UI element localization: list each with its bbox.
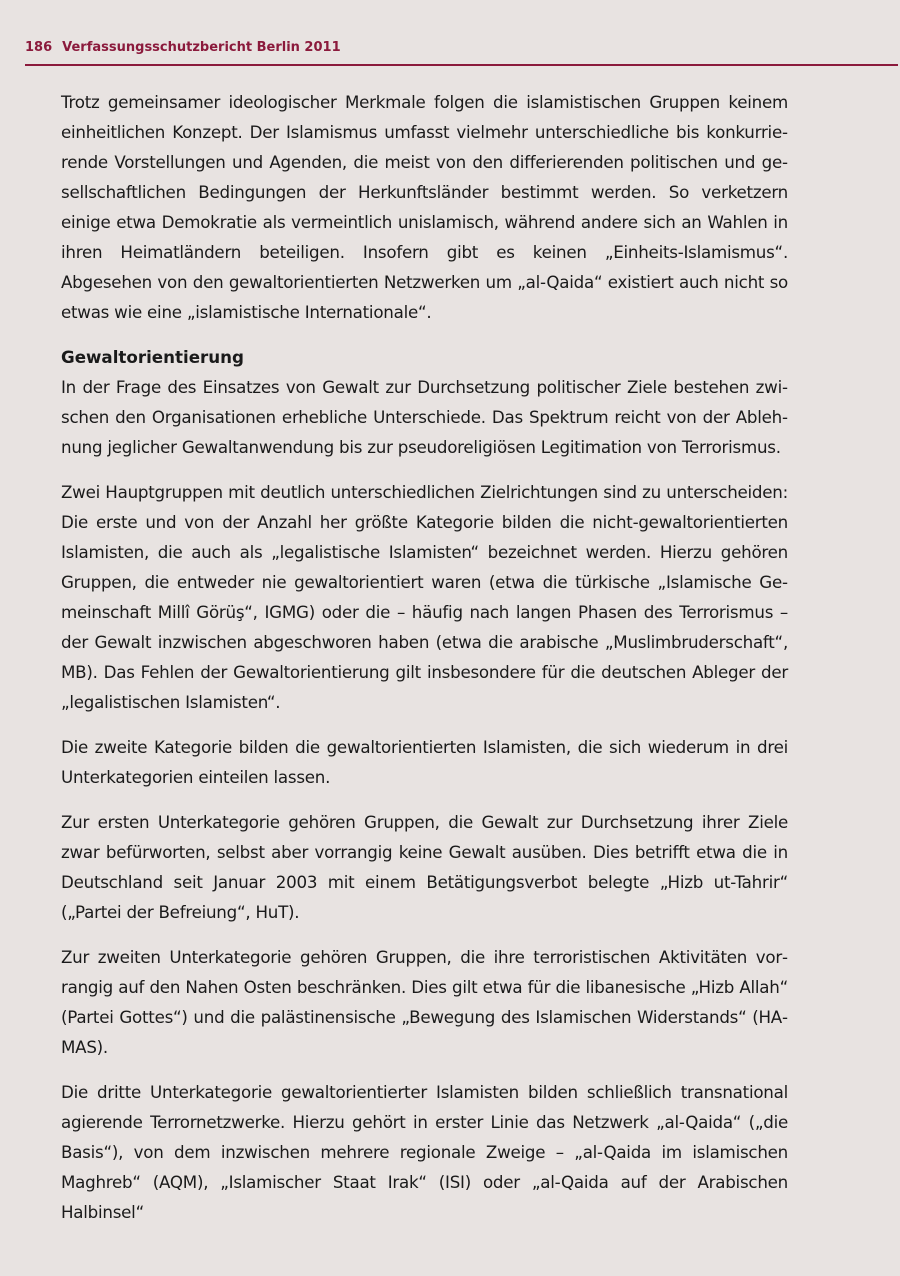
page-number: 186 — [25, 40, 53, 55]
publication-title: Verfassungsschutzbericht Berlin 2011 — [62, 40, 341, 55]
paragraph-main-groups: Zwei Hauptgruppen mit deutlich unterschiedlichen Zielrichtungen sind zu unterscheiden: Die erste und von der Anzahl her größte Kategorie bilden die nicht-gewaltorientierten Islamisten, die auch als „legalistische Islamisten“ bezeichnet werden. Hierzu gehören Gruppen, die entweder nie gewaltorientiert waren (etwa die türkische „Islamische Gemeinschaft Millî Görüş“, IGMG) oder die – häufig nach langen Phasen des Terrorismus – der Gewalt inzwischen abgeschworen haben (etwa die arabische „Muslimbruderschaft“, MB). Das Fehlen der Gewaltorientierung gilt insbesondere für die deutschen Ableger der „legalistischen Islamisten“. — [61, 482, 788, 712]
section-heading: Gewaltorientierung — [61, 347, 244, 367]
paragraph-second-subcategory: Zur zweiten Unterkategorie gehören Gruppen, die ihre terroristischen Aktivitäten vorrangig auf den Nahen Osten beschränken. Dies gilt etwa für die libanesische „Hizb Allah“ (Partei Gottes“) und die palästinensische „Bewegung des Islamischen Widerstands“ (HAMAS). — [61, 947, 788, 1057]
paragraph-third-subcategory: Die dritte Unterkategorie gewaltorientierter Islamisten bilden schließlich transnational agierende Terrornetzwerke. Hierzu gehört in erster Linie das Netzwerk „al-Qaida“ („die Basis“), von dem inzwischen mehrere regionale Zweige – „al-Qaida im islamischen Maghreb“ (AQM), „Islamischer Staat Irak“ (ISI) oder „al-Qaida auf der Arabischen Halbinsel“ — [61, 1082, 788, 1222]
paragraph-first-subcategory: Zur ersten Unterkategorie gehören Gruppen, die Gewalt zur Durchsetzung ihrer Ziele zwar befürworten, selbst aber vorrangig keine Gewalt ausüben. Dies betrifft etwa die in Deutschland seit Januar 2003 mit einem Betätigungsverbot belegte „Hizb ut-Tahrir“ („Partei der Befreiung“, HuT). — [61, 812, 788, 922]
paragraph-intro: Trotz gemeinsamer ideologischer Merkmale folgen die islamistischen Gruppen keinem einheitlichen Konzept. Der Islamismus umfasst vielmehr unterschiedliche bis konkurrierende Vorstellungen und Agenden, die meist von den differierenden politischen und gesellschaftlichen Bedingungen der Herkunftsländer bestimmt werden. So verketzern einige etwa Demokratie als vermeintlich unislamisch, während andere sich an Wahlen in ihren Heimatländern beteiligen. Insofern gibt es keinen „Einheits-Islamismus“. Abgesehen von den gewaltorientierten Netzwerken um „al-Qaida“ existiert auch nicht so etwas wie eine „islamistische Internationale“. — [61, 92, 788, 322]
paragraph-second-category: Die zweite Kategorie bilden die gewaltorientierten Islamisten, die sich wiederum in drei Unterkategorien einteilen lassen. — [61, 737, 788, 787]
running-header — [25, 40, 898, 66]
body-text — [61, 87, 788, 1242]
paragraph-violence-spectrum: In der Frage des Einsatzes von Gewalt zur Durchsetzung politischer Ziele bestehen zwischen den Organisationen erhebliche Unterschiede. Das Spektrum reicht von der Ablehnung jeglicher Gewaltanwendung bis zur pseudoreligiösen Legitimation von Terrorismus. — [61, 377, 788, 457]
